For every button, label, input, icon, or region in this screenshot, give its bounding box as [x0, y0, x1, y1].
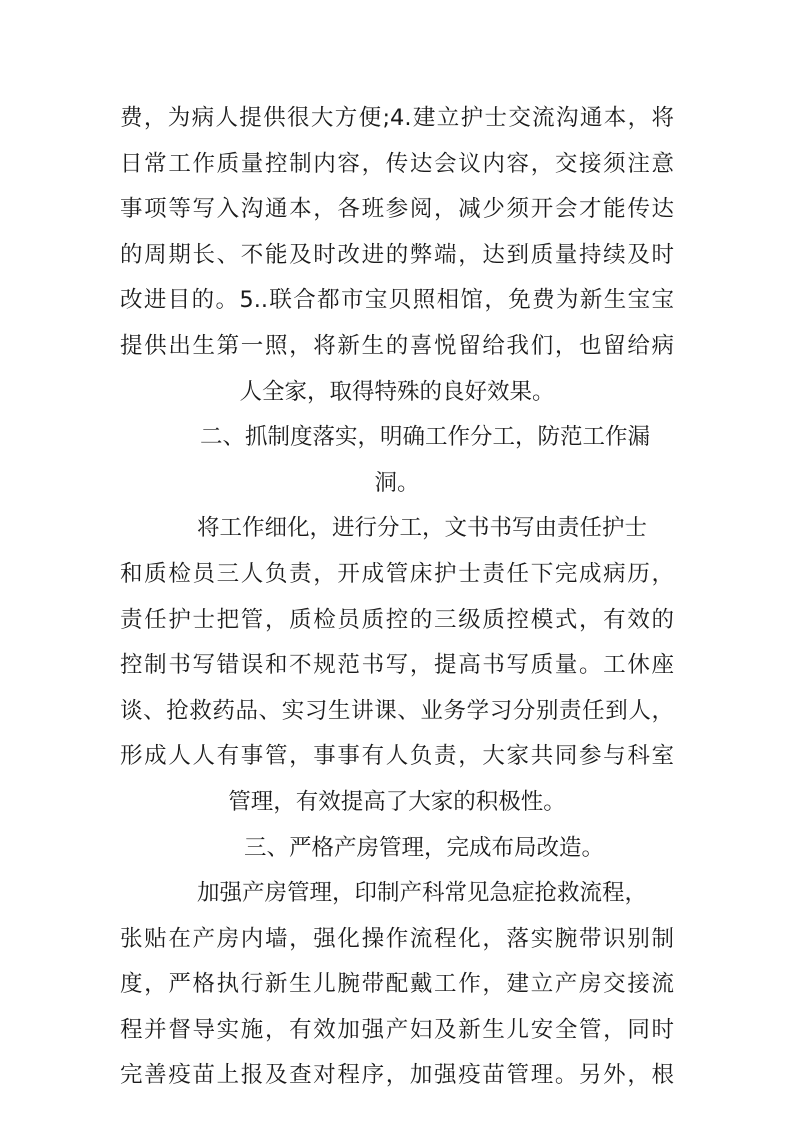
text-line: 度，严格执行新生儿腕带配戴工作，建立产房交接流 [120, 971, 674, 998]
paragraph-section-2 [120, 506, 674, 825]
text-line: 事项等写入沟通本，各班参阅，减少须开会才能传达 [120, 196, 674, 223]
text-line: 张贴在产房内墙，强化操作流程化，落实腕带识别制 [120, 925, 674, 952]
text-line: 谈、抢救药品、实习生讲课、业务学习分别责任到人， [120, 697, 674, 724]
text-line: 程并督导实施，有效加强产妇及新生儿安全管，同时 [120, 1016, 674, 1043]
heading-line: 三、严格产房管理，完成布局改造。 [244, 834, 605, 861]
section-heading-2 [120, 415, 674, 506]
text-line: 的周期长、不能及时改进的弊端，达到质量持续及时 [120, 241, 674, 268]
text-line: 管理，有效提高了大家的积极性。 [228, 788, 566, 815]
text-line: 责任护士把管，质检员质控的三级质控模式，有效的 [120, 606, 674, 633]
text-line: 控制书写错误和不规范书写，提高书写质量。工休座 [120, 652, 674, 679]
heading-line: 洞。 [374, 469, 420, 496]
text-line: 改进目的。5..联合都市宝贝照相馆，免费为新生宝宝 [120, 287, 674, 314]
text-line: 日常工作质量控制内容，传达会议内容，交接须注意 [120, 150, 674, 177]
text-line: 和质检员三人负责，开成管床护士责任下完成病历， [120, 560, 674, 587]
text-line: 人全家，取得特殊的良好效果。 [239, 378, 555, 405]
document-page [120, 96, 674, 1099]
text-line: 提供出生第一照，将新生的喜悦留给我们，也留给病 [120, 332, 674, 359]
text-line: 完善疫苗上报及查对程序，加强疫苗管理。另外，根 [120, 1062, 674, 1089]
text-line: 形成人人有事管，事事有人负责，大家共同参与科室 [120, 743, 674, 770]
text-line: 加强产房管理，印制产科常见急症抢救流程， [197, 880, 648, 907]
text-line: 费，为病人提供很大方便;4.建立护士交流沟通本，将 [120, 105, 674, 131]
section-heading-3 [120, 826, 674, 872]
heading-line: 二、抓制度落实，明确工作分工，防范工作漏 [200, 424, 651, 451]
text-line: 将工作细化，进行分工，文书书写由责任护士 [197, 515, 648, 542]
paragraph-section-3 [120, 871, 674, 1099]
paragraph-previous-continued [120, 96, 674, 415]
